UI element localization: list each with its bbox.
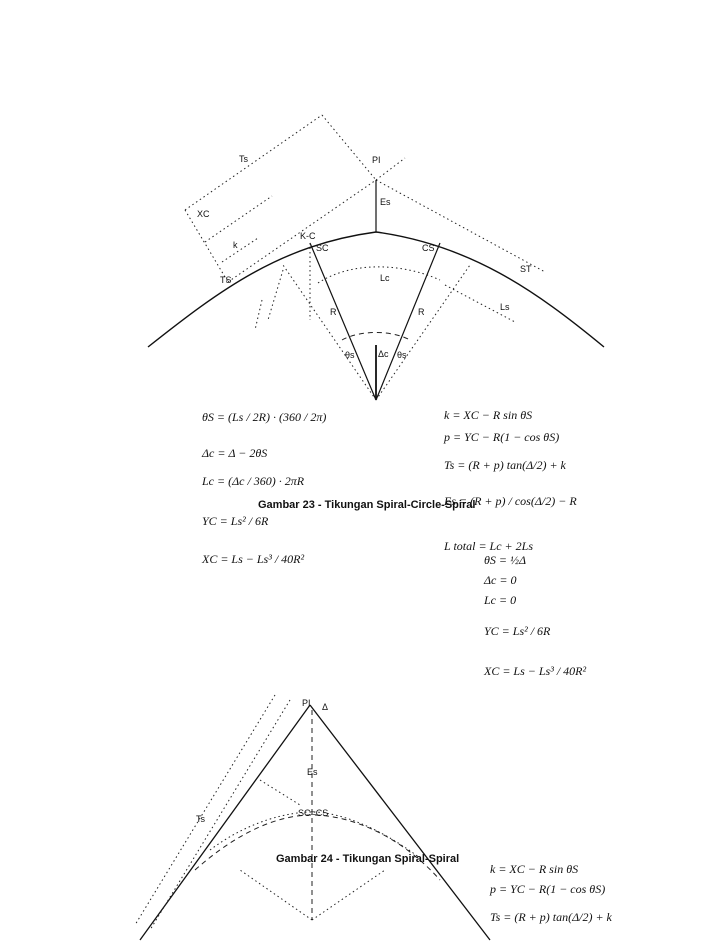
label-xc: XC: [197, 209, 210, 219]
label-k: k: [233, 240, 238, 250]
label-r-left: R: [330, 307, 337, 317]
eq-ts: Ts = (R + p) tan(Δ/2) + k: [444, 458, 566, 472]
label-ts-tick: TS: [220, 275, 232, 285]
eq-es: Es = (R + p) / cos(Δ/2) − R: [444, 494, 577, 508]
label-theta-left: θs: [345, 350, 355, 360]
label-es-24: Es: [307, 767, 318, 777]
figure-23-caption: Gambar 23 - Tikungan Spiral-Circle-Spiral: [258, 499, 476, 511]
eq-lc: Lc = (Δc / 360) · 2πR: [202, 474, 305, 488]
label-es: Es: [380, 197, 391, 207]
figure-24-caption: Gambar 24 - Tikungan Spiral-Spiral: [276, 853, 460, 865]
label-ts-24: Ts: [196, 814, 205, 824]
label-delta-c: Δc: [378, 349, 389, 359]
label-lc: Lc: [380, 273, 390, 283]
label-kc: K-C: [300, 231, 316, 241]
radius-left: [310, 243, 376, 400]
label-cs: CS: [422, 243, 435, 253]
eq-bottom-ts: Ts = (R + p) tan(Δ/2) + k: [490, 910, 612, 924]
tangent-right: [376, 180, 545, 272]
eq-delta-c: Δc = Δ − 2θS: [202, 446, 268, 460]
label-st: ST: [520, 264, 532, 274]
label-pi-24: PI: [302, 698, 311, 708]
eq-k: k = XC − R sin θS: [444, 408, 533, 422]
eq-ss-theta: θS = ½Δ: [484, 553, 527, 567]
eq-ss-lc: Lc = 0: [484, 593, 517, 607]
eq-theta-s: θS = (Ls / 2R) · (360 / 2π): [202, 410, 327, 424]
label-ts: Ts: [239, 154, 248, 164]
label-pi: PI: [372, 155, 381, 165]
label-sccs-24: SC=CS: [298, 808, 329, 818]
label-delta-24: Δ: [322, 702, 329, 712]
eq-bottom-k: k = XC − R sin θS: [490, 862, 579, 876]
label-theta-right: θs: [397, 350, 407, 360]
figure-24-drawing: [135, 695, 490, 940]
eq-bottom-p: p = YC − R(1 − cos θS): [490, 882, 606, 896]
eq-p: p = YC − R(1 − cos θS): [444, 430, 560, 444]
road-curve: [148, 232, 604, 347]
eq-ss-delta-c: Δc = 0: [484, 573, 517, 587]
eq-xc: XC = Ls − Ls³ / 40R²: [202, 552, 305, 566]
eq-ltotal: L total = Lc + 2Ls: [444, 539, 533, 553]
label-ls: Ls: [500, 302, 510, 312]
label-r-right: R: [418, 307, 425, 317]
label-sc: SC: [316, 243, 329, 253]
eq-yc: YC = Ls² / 6R: [202, 514, 269, 528]
eq-ss-yc: YC = Ls² / 6R: [484, 624, 551, 638]
eq-ss-xc: XC = Ls − Ls³ / 40R²: [484, 664, 587, 678]
